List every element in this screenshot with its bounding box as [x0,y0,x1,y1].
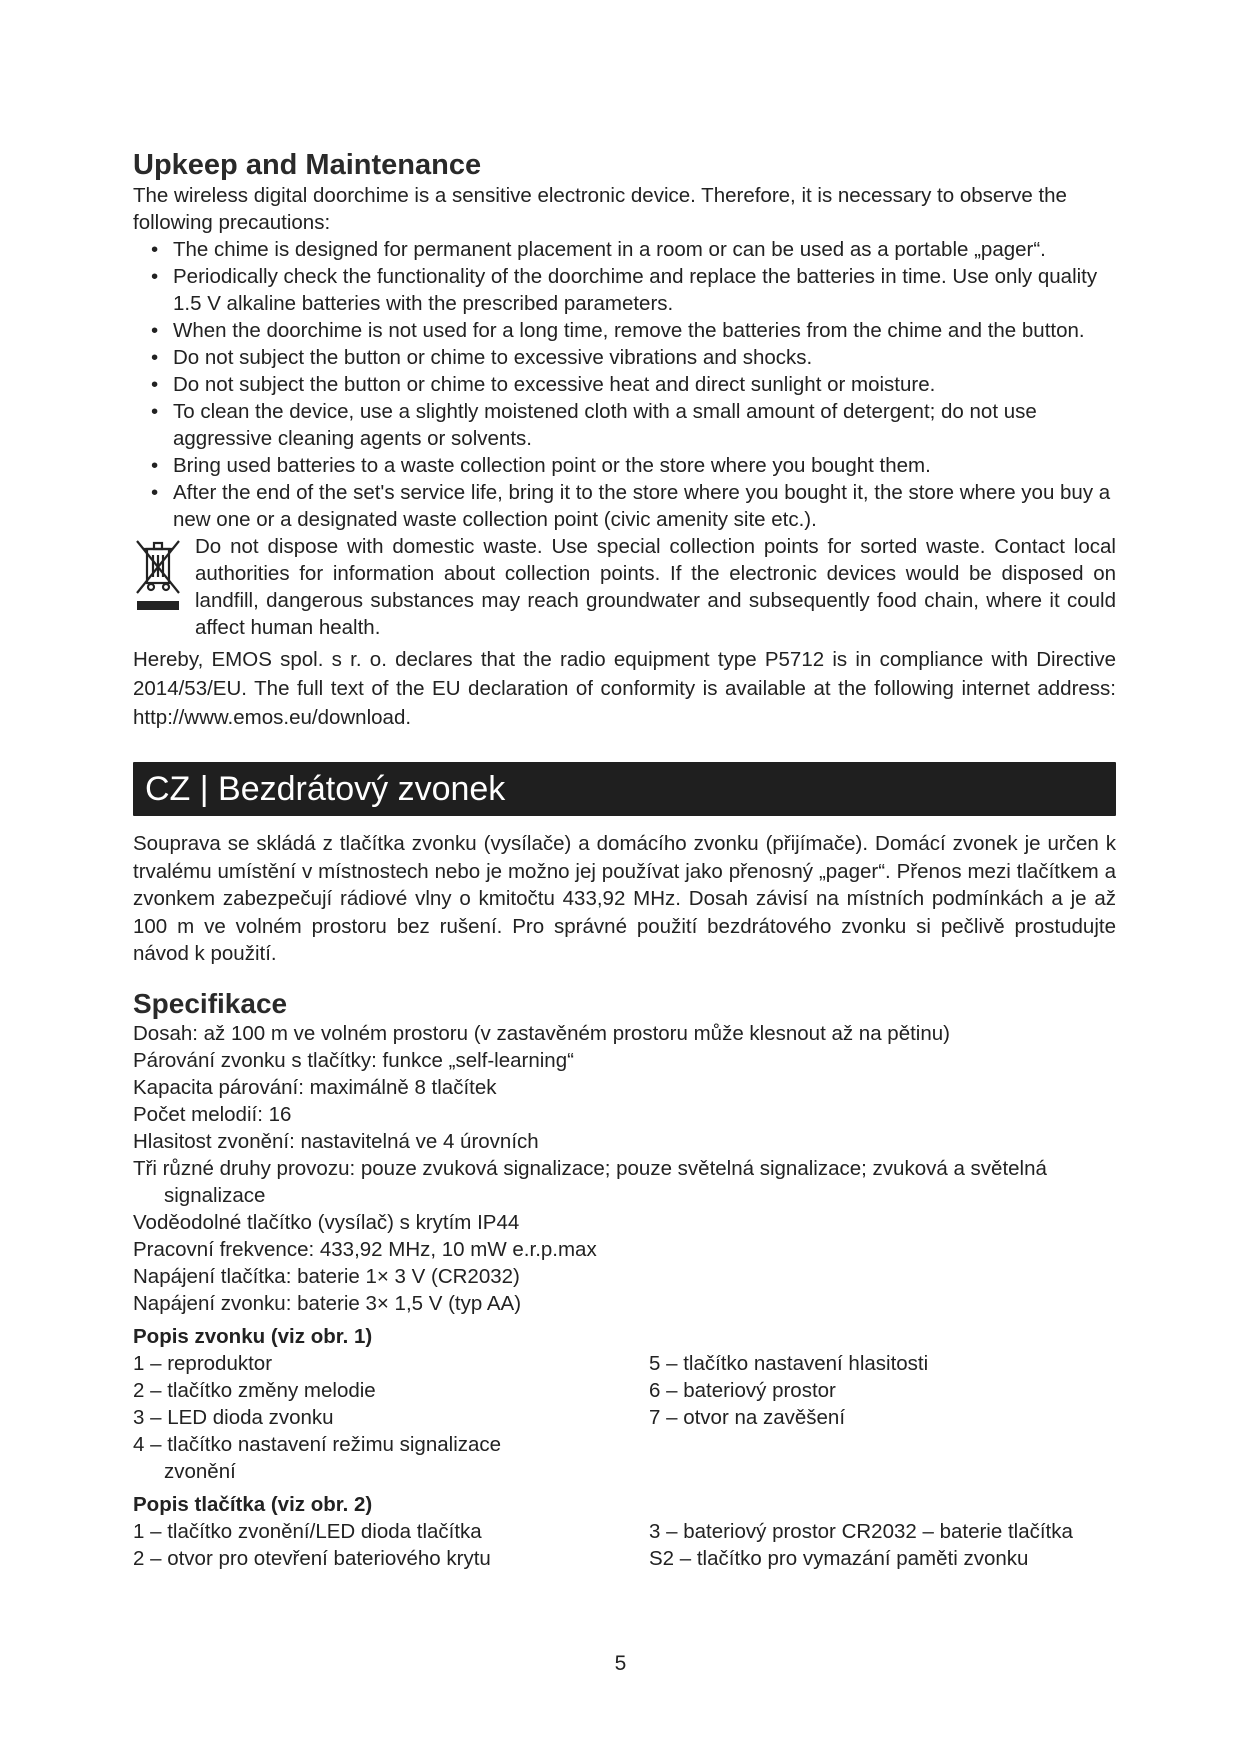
spec-modes-line2: signalizace [164,1184,266,1207]
chime-description-heading: Popis zvonku (viz obr. 1) [133,1325,373,1348]
spec-item: Voděodolné tlačítko (vysílač) s krytím IP44 [133,1211,520,1234]
list-item: 5 – tlačítko nastavení hlasitosti [649,1352,929,1375]
list-item: 1 – tlačítko zvonění/LED dioda tlačítka [133,1520,482,1543]
section-banner: CZ | Bezdrátový zvonek [133,762,1116,816]
spec-item [133,1155,1116,1209]
spec-item: Napájení zvonku: baterie 3× 1,5 V (typ AA) [133,1292,522,1315]
spec-item: Napájení tlačítka: baterie 1× 3 V (CR2032) [133,1265,520,1288]
list-item: • Do not subject the button or chime to excessive vibrations and shocks. [133,344,1116,371]
list-item: 1 – reproduktor [133,1352,273,1375]
maintenance-list [133,236,1116,533]
list-item: • Periodically check the functionality of the doorchime and replace the batteries in time. Use only quality 1.5 V alkaline batteries with the prescribed parameters. [133,263,1116,317]
spec-item: Pracovní frekvence: 433,92 MHz, 10 mW e.r.p.max [133,1238,597,1261]
list-item: • The chime is designed for permanent placement in a room or can be used as a portable „pager“. [133,236,1116,263]
crossed-bin-icon [133,537,185,613]
list-item: 6 – bateriový prostor [649,1379,836,1402]
maintenance-intro: The wireless digital doorchime is a sensitive electronic device. Therefore, it is necessary to observe the following precautions: [133,184,1067,234]
list-item: • When the doorchime is not used for a long time, remove the batteries from the chime and the button. [133,317,1116,344]
spec-list [133,1020,1116,1317]
list-item: 3 – LED dioda zvonku [133,1406,334,1429]
spec-heading: Specifikace [133,988,288,1019]
spec-modes-line1: Tři různé druhy provozu: pouze zvuková signalizace; pouze světelná signalizace; zvuková a světelná [133,1157,1047,1180]
declaration-text: Hereby, EMOS spol. s r. o. declares that the radio equipment type P5712 is in compliance with Directive 2014/53/EU. The full text of the EU declaration of conformity is available at the following internet address: http://www.emos.eu/download. [133,648,1116,729]
weee-notice [133,533,1116,641]
list-item [133,1431,649,1485]
list-item: 7 – otvor na zavěšení [649,1406,846,1429]
maintenance-heading: Upkeep and Maintenance [133,149,482,181]
button-description [133,1518,1116,1572]
spec-item: Dosah: až 100 m ve volném prostoru (v zastavěném prostoru může klesnout až na pětinu) [133,1022,950,1045]
chime-item-4-line1: 4 – tlačítko nastavení režimu signalizace [133,1433,502,1456]
list-item: • After the end of the set's service life, bring it to the store where you bought it, the store where you buy a new one or a designated waste collection point (civic amenity site etc.). [133,479,1116,533]
page-number: 5 [614,1652,627,1675]
list-item: 2 – tlačítko změny melodie [133,1379,376,1402]
list-item: • To clean the device, use a slightly moistened cloth with a small amount of detergent; do not use aggressive cleaning agents or solvents. [133,398,1116,452]
weee-text: Do not dispose with domestic waste. Use special collection points for sorted waste. Contact local authorities for information about collection points. If the electronic devices would be disposed on landfill, dangerous substances may reach groundwater and subsequently food chain, where it could affect human health. [195,535,1116,639]
list-item: • Do not subject the button or chime to excessive heat and direct sunlight or moisture. [133,371,1116,398]
button-parts-right [649,1518,1116,1572]
button-description-heading: Popis tlačítka (viz obr. 2) [133,1493,373,1516]
list-item: S2 – tlačítko pro vymazání paměti zvonku [649,1547,1029,1570]
cz-intro: Souprava se skládá z tlačítka zvonku (vysílače) a domácího zvonku (přijímače). Domácí zvonek je určen k trvalému umístění v místnostech nebo je možno jej používat jako přenosný „pager“. Přenos mezi tlačítkem a zvonkem zabezpečují rádiové vlny o kmitočtu 433,92 MHz. Dosah závisí na místních podmínkách a je až 100 m ve volném prostoru bez rušení. Pro správné použití bezdrátového zvonku si pečlivě prostudujte návod k použití. [133,832,1116,965]
button-parts-left [133,1518,649,1572]
spec-item: Párování zvonku s tlačítky: funkce „self-learning“ [133,1049,574,1072]
list-item: 3 – bateriový prostor CR2032 – baterie tlačítka [649,1520,1073,1543]
list-item: 2 – otvor pro otevření bateriového krytu [133,1547,491,1570]
spec-item: Počet melodií: 16 [133,1103,292,1126]
spec-item: Hlasitost zvonění: nastavitelná ve 4 úrovních [133,1130,539,1153]
spec-item: Kapacita párování: maximálně 8 tlačítek [133,1076,497,1099]
chime-description [133,1350,1116,1485]
page-content [133,148,1116,1572]
chime-parts-right [649,1350,1116,1485]
list-item: • Bring used batteries to a waste collection point or the store where you bought them. [133,452,1116,479]
chime-parts-left [133,1350,649,1485]
chime-item-4-line2: zvonění [164,1460,236,1483]
